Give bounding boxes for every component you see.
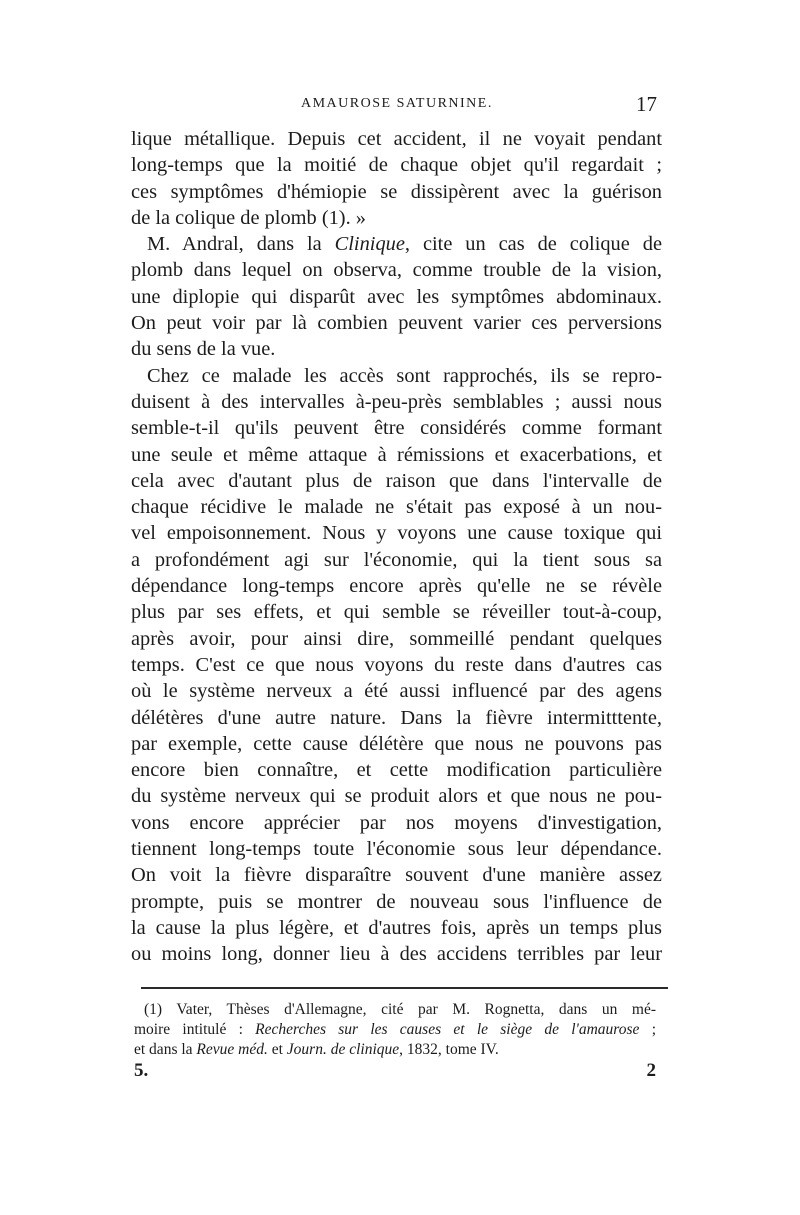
text-line: délétères d'une autre nature. Dans la fièvre intermitttente, [131, 706, 662, 729]
text-line: encore bien connaître, et cette modification particulière [131, 759, 662, 782]
text-line: On peut voir par là combien peuvent varier ces perversions [131, 312, 662, 335]
page-header [131, 92, 657, 120]
text-line: cela avec d'autant plus de raison que dans l'intervalle de [131, 469, 662, 492]
text-line: lique métallique. Depuis cet accident, il ne voyait pendant [131, 128, 662, 150]
text-line [131, 231, 662, 257]
footnote-line [134, 1020, 656, 1040]
text-line: On voit la fièvre disparaître souvent d'une manière assez [131, 864, 662, 887]
footnote [134, 1000, 656, 1060]
text-segment: , 1832, tome IV. [399, 1041, 499, 1058]
signature-marks [134, 1060, 656, 1088]
signature-mark-right: 2 [646, 1060, 656, 1081]
text-line: long-temps que la moitié de chaque objet qu'il regardait ; [131, 154, 662, 177]
text-line: de la colique de plomb (1). » [131, 206, 366, 229]
text-line: la cause la plus légère, et d'autres fois, après un temps plus [131, 916, 662, 939]
journal-title-revue: Revue méd. [196, 1041, 268, 1058]
text-line: duisent à des intervalles à-peu-près semblables ; aussi nous [131, 390, 662, 413]
text-line: Chez ce malade les accès sont rapprochés, ils se repro- [147, 364, 662, 387]
text-segment: et [267, 1041, 287, 1058]
footnote-divider [141, 987, 668, 989]
page-number: 17 [636, 92, 657, 116]
text-line: ou moins long, donner lieu à des accidens terribles par leur [131, 943, 662, 966]
journal-title-clinique: Journ. de clinique [286, 1041, 400, 1058]
text-line: une seule et même attaque à rémissions et exacerbations, et [131, 443, 662, 466]
text-line: par exemple, cette cause délétère que nous ne pouvons pas [131, 732, 662, 755]
running-title: AMAUROSE SATURNINE. [301, 96, 493, 111]
book-title-clinique: Clinique [334, 233, 405, 256]
text-line: a profondément agi sur l'économie, qui la tient sous sa [131, 548, 662, 571]
text-line: semble-t-il qu'ils peuvent être considérés comme formant [131, 417, 662, 440]
text-line: ces symptômes d'hémiopie se dissipèrent avec la guérison [131, 180, 662, 203]
text-line: vel empoisonnement. Nous y voyons une cause toxique qui [131, 522, 662, 545]
footnote-line: (1) Vater, Thèses d'Allemagne, cité par M. Rognetta, dans un mé- [144, 1001, 656, 1018]
text-segment: moire intitulé : [134, 1021, 256, 1038]
text-line: plus par ses effets, et qui semble se réveiller tout-à-coup, [131, 601, 662, 624]
text-line: après avoir, pour ainsi dire, sommeillé pendant quelques [131, 627, 662, 650]
text-line: vons encore apprécier par nos moyens d'investigation, [131, 811, 662, 834]
text-line: plomb dans lequel on observa, comme trouble de la vision, [131, 259, 662, 282]
text-segment: et dans la [134, 1041, 197, 1058]
text-line: tiennent long-temps toute l'économie sous leur dépendance. [131, 838, 662, 861]
text-line: chaque récidive le malade ne s'était pas exposé à un nou- [131, 496, 662, 519]
text-line: une diplopie qui disparût avec les symptômes abdominaux. [131, 285, 662, 308]
text-line: dépendance long-temps encore après qu'elle ne se révèle [131, 575, 662, 598]
body-text [131, 126, 662, 968]
text-segment: M. Andral, dans la [147, 233, 335, 256]
text-line: où le système nerveux a été aussi influencé par des agens [131, 680, 662, 703]
text-line: temps. C'est ce que nous voyons du reste dans d'autres cas [131, 653, 662, 676]
text-line: prompte, puis se montrer de nouveau sous l'influence de [131, 890, 662, 913]
footnote-line [134, 1040, 656, 1060]
text-line: du sens de la vue. [131, 338, 276, 361]
text-line: du système nerveux qui se produit alors et que nous ne pou- [131, 785, 662, 808]
signature-mark-left: 5. [134, 1060, 149, 1081]
text-segment: ; [639, 1021, 656, 1038]
text-segment: , cite un cas de colique de [404, 233, 662, 256]
memoir-title: Recherches sur les causes et le siège de l'amaurose [255, 1021, 640, 1038]
